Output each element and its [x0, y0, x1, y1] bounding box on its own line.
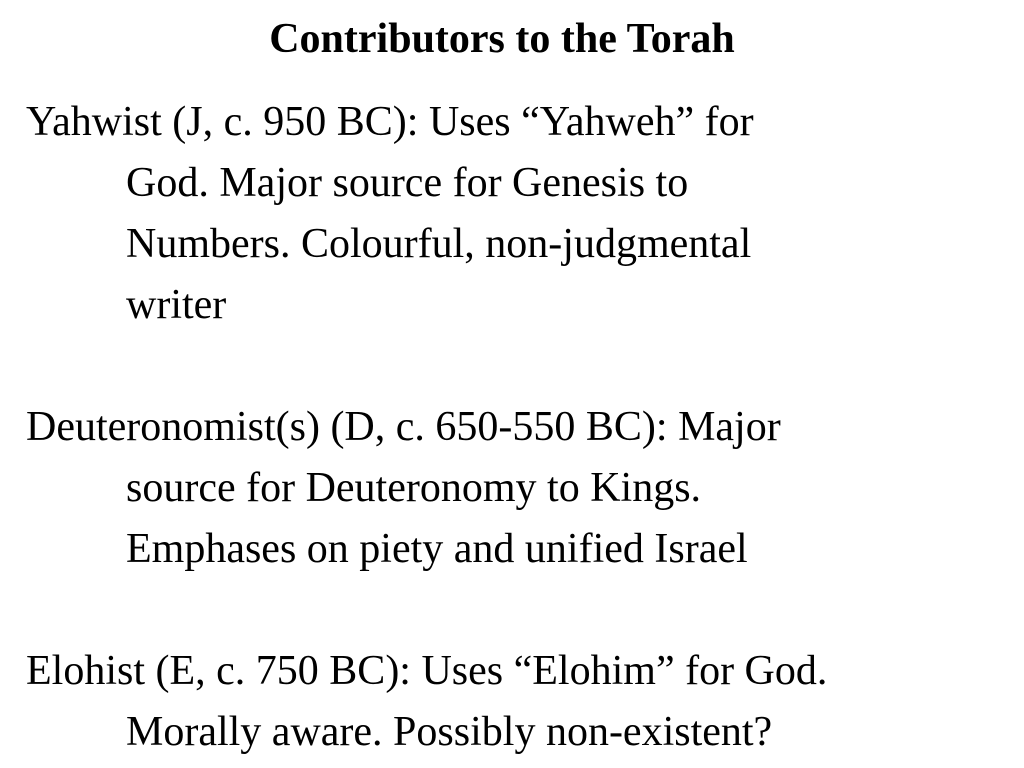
- source-entry-yahwist: [26, 92, 1016, 336]
- entry-line: Numbers. Colourful, non-judgmental: [126, 221, 752, 267]
- paragraph-spacer: [26, 580, 1016, 641]
- source-entry-deuteronomist: [26, 397, 1016, 580]
- entry-line: Emphases on piety and unified Israel: [126, 526, 748, 572]
- entry-line: source for Deuteronomy to Kings.: [126, 465, 702, 511]
- entry-line: Morally aware. Possibly non-existent?: [126, 709, 773, 755]
- entry-line: Deuteronomist(s) (D, c. 650-550 BC): Major: [26, 404, 781, 450]
- entry-line: God. Major source for Genesis to: [126, 160, 689, 206]
- entry-line: Elohist (E, c. 750 BC): Uses “Elohim” for God.: [26, 648, 828, 694]
- paragraph-spacer: [26, 336, 1016, 397]
- source-entry-elohist: [26, 641, 1016, 763]
- slide-title: Contributors to the Torah: [269, 16, 735, 62]
- source-list: [26, 92, 1016, 763]
- entry-line: Yahwist (J, c. 950 BC): Uses “Yahweh” for: [26, 99, 754, 145]
- entry-line: writer: [126, 282, 227, 328]
